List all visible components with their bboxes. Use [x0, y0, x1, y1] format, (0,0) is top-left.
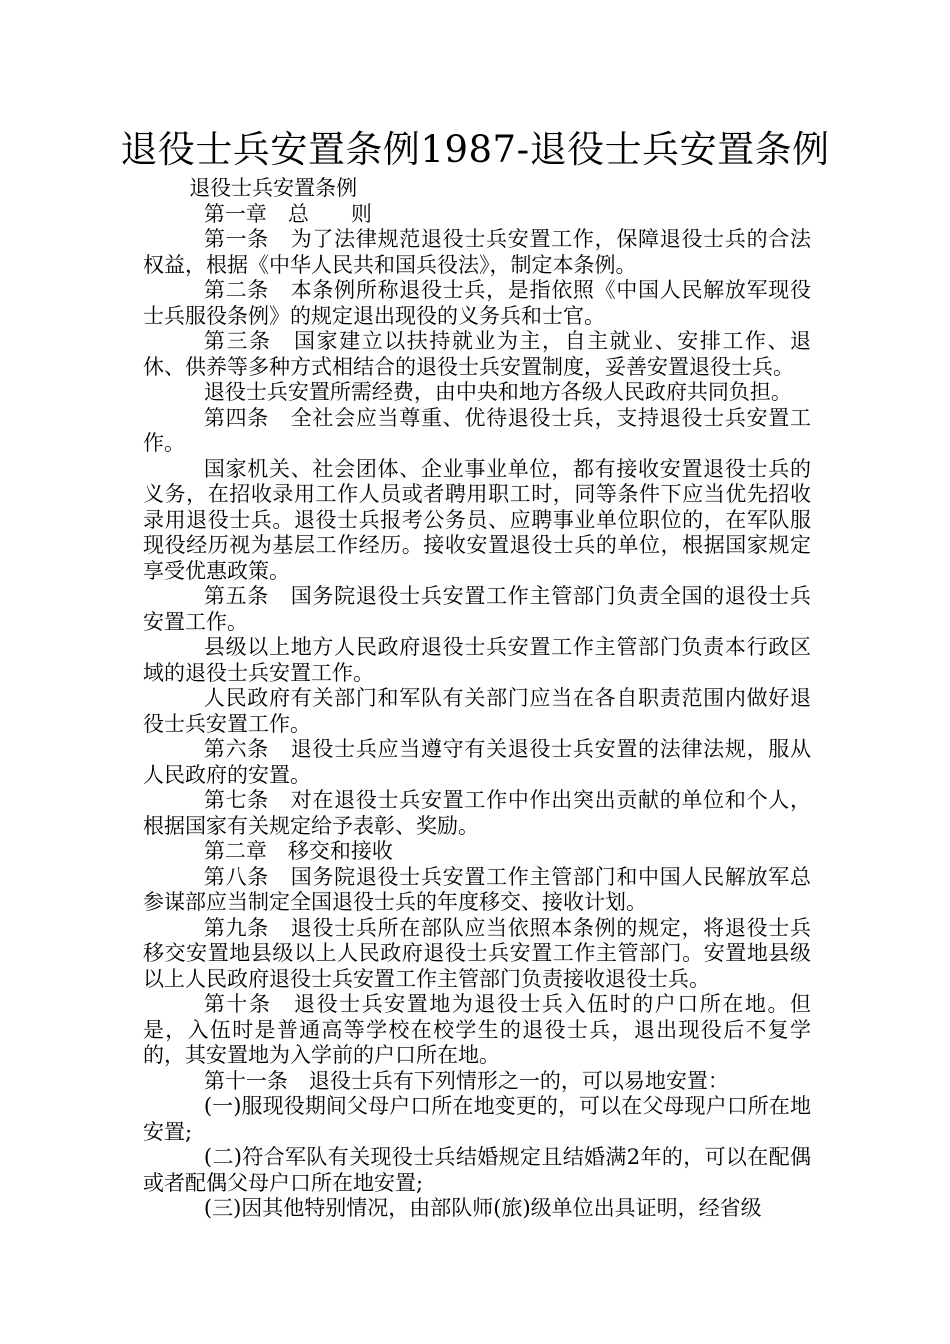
article-paragraph: 人民政府有关部门和军队有关部门应当在各自职责范围内做好退役士兵安置工作。: [143, 686, 811, 736]
article-paragraph: 第一条 为了法律规范退役士兵安置工作，保障退役士兵的合法权益，根据《中华人民共和国兵役法》，制定本条例。: [143, 227, 811, 277]
article-paragraph: 第二条 本条例所称退役士兵，是指依照《中国人民解放军现役士兵服役条例》的规定退出现役的义务兵和士官。: [143, 278, 811, 328]
list-item: (一)服现役期间父母户口所在地变更的，可以在父母现户口所在地安置;: [143, 1094, 811, 1144]
article-paragraph: 第八条 国务院退役士兵安置工作主管部门和中国人民解放军总参谋部应当制定全国退役士兵的年度移交、接收计划。: [143, 864, 811, 914]
list-item: (三)因其他特别情况，由部队师(旅)级单位出具证明，经省级: [203, 1196, 762, 1220]
article-paragraph: 第七条 对在退役士兵安置工作中作出突出贡献的单位和个人，根据国家有关规定给予表彰、奖励。: [143, 788, 811, 838]
document-body: [143, 176, 811, 1222]
chapter-heading: 第二章 移交和接收: [203, 839, 393, 863]
article-paragraph: 第三条 国家建立以扶持就业为主，自主就业、安排工作、退休、供养等多种方式相结合的退役士兵安置制度，妥善安置退役士兵。: [143, 329, 811, 379]
chapter-heading: 第一章 总 则: [203, 201, 372, 226]
list-item: (二)符合军队有关现役士兵结婚规定且结婚满2年的，可以在配偶或者配偶父母户口所在地安置;: [143, 1145, 811, 1195]
article-paragraph: 第十一条 退役士兵有下列情形之一的，可以易地安置：: [203, 1068, 729, 1093]
article-paragraph: 第九条 退役士兵所在部队应当依照本条例的规定，将退役士兵移交安置地县级以上人民政府退役士兵安置工作主管部门。安置地县级以上人民政府退役士兵安置工作主管部门负责接收退役士兵。: [143, 915, 811, 991]
document-title: 退役士兵安置条例1987-退役士兵安置条例: [120, 128, 830, 171]
regulation-name: 退役士兵安置条例: [189, 176, 358, 200]
article-paragraph: 第十条 退役士兵安置地为退役士兵入伍时的户口所在地。但是，入伍时是普通高等学校在校学生的退役士兵，退出现役后不复学的，其安置地为入学前的户口所在地。: [143, 992, 811, 1067]
article-paragraph: 第四条 全社会应当尊重、优待退役士兵，支持退役士兵安置工作。: [143, 405, 811, 455]
article-paragraph: 退役士兵安置所需经费，由中央和地方各级人民政府共同负担。: [203, 380, 792, 404]
article-paragraph: 国家机关、社会团体、企业事业单位，都有接收安置退役士兵的义务，在招收录用工作人员或者聘用职工时，同等条件下应当优先招收录用退役士兵。退役士兵报考公务员、应聘事业单位职位的，在军队服现役经历视为基层工作经历。接收安置退役士兵的单位，根据国家规定享受优惠政策。: [143, 456, 811, 583]
article-paragraph: 第六条 退役士兵应当遵守有关退役士兵安置的法律法规，服从人民政府的安置。: [143, 737, 811, 787]
article-paragraph: 县级以上地方人民政府退役士兵安置工作主管部门负责本行政区域的退役士兵安置工作。: [143, 635, 811, 685]
article-paragraph: 第五条 国务院退役士兵安置工作主管部门负责全国的退役士兵安置工作。: [143, 584, 811, 634]
